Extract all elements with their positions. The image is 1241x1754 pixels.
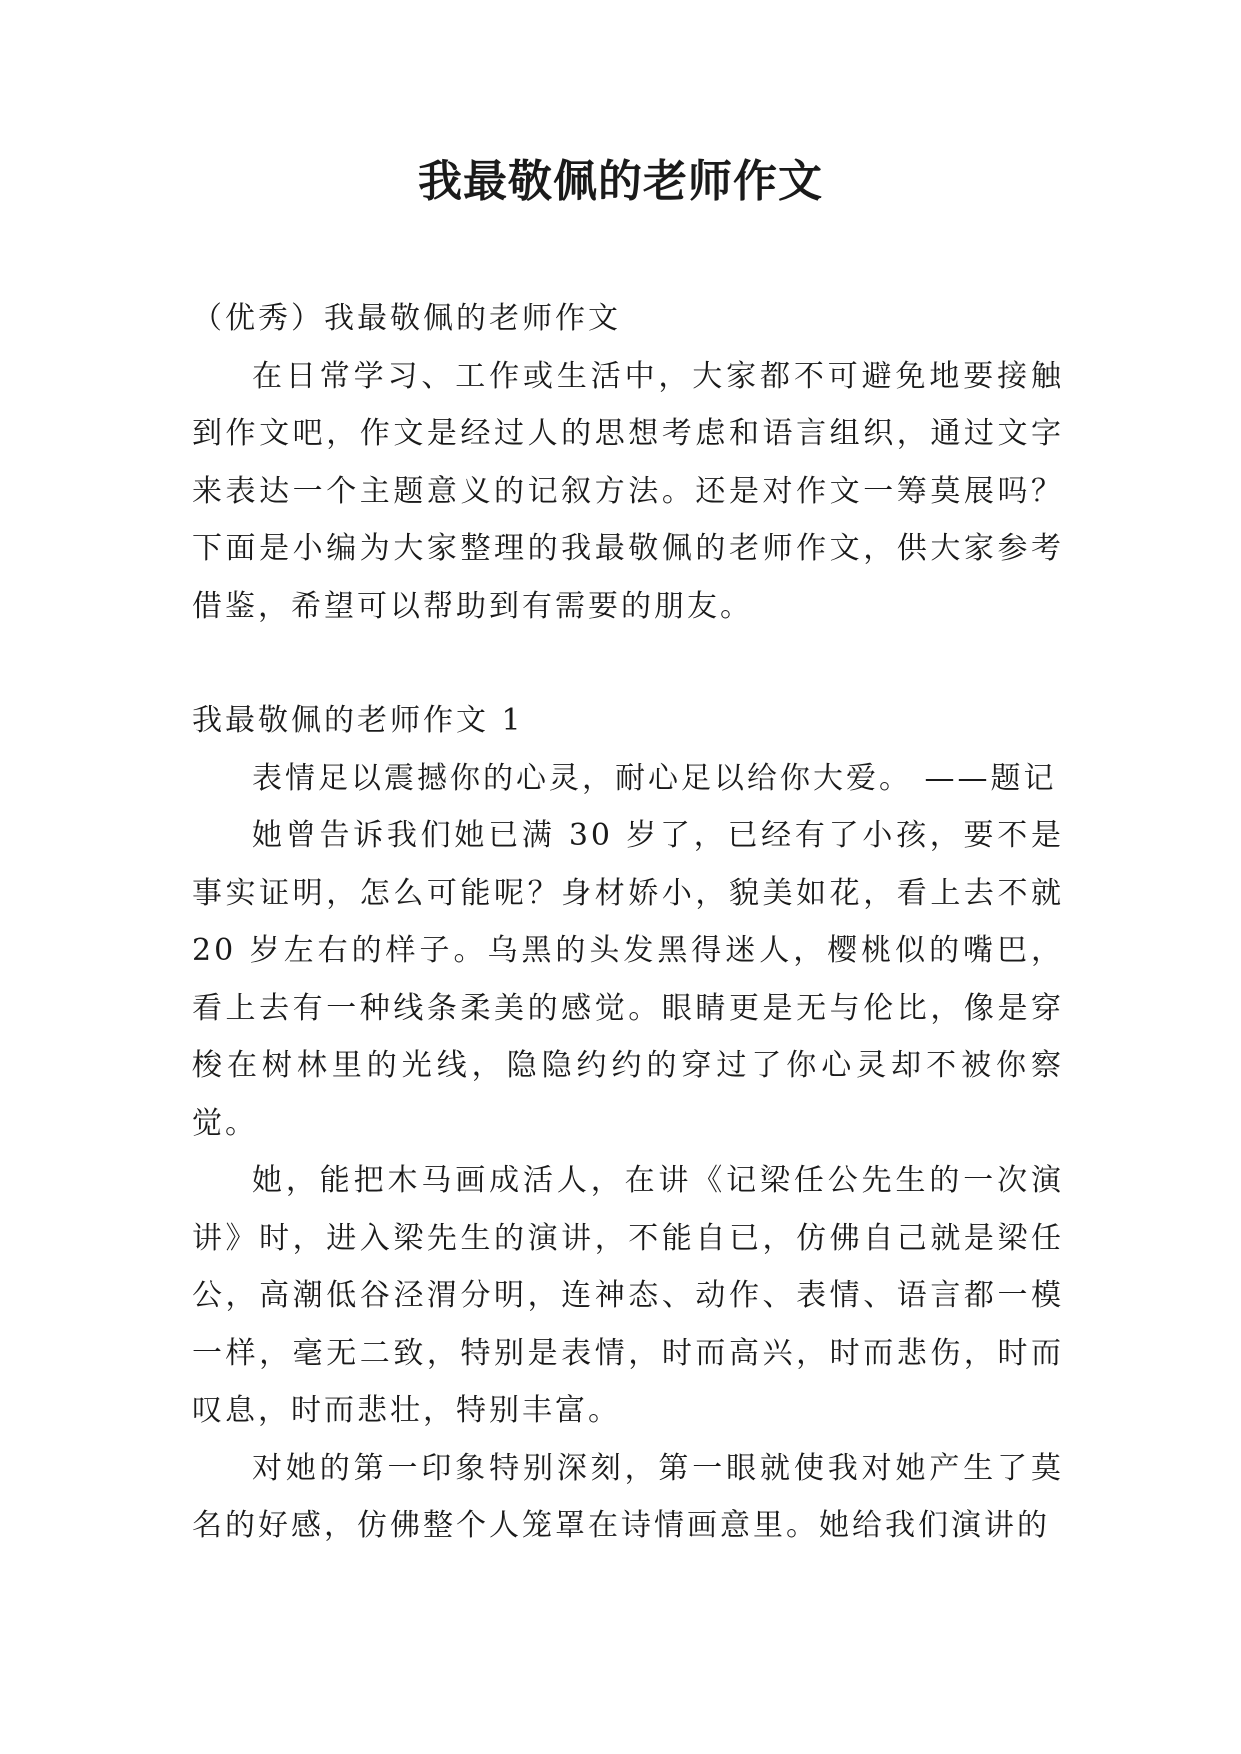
paragraph-epigraph: 表情足以震撼你的心灵，耐心足以给你大爱。 ——题记 — [252, 760, 1057, 796]
paragraph-impression: 对她的第一印象特别深刻，第一眼就使我对她产生了莫名的好感，仿佛整个人笼罩在诗情画意里。她给我们演讲的 — [192, 1450, 1064, 1543]
section-heading: 我最敬佩的老师作文 1 — [192, 703, 524, 738]
document-body — [192, 290, 1064, 1555]
paragraph-appearance: 她曾告诉我们她已满 30 岁了，已经有了小孩，要不是事实证明，怎么可能呢？身材娇小，貌美如花，看上去不就 20 岁左右的样子。乌黑的头发黑得迷人，樱桃似的嘴巴，看上去有一种线条柔美的感觉。眼睛更是无与伦比，像是穿梭在树林里的光线，隐隐约约的穿过了你心灵却不被你察觉。 — [192, 818, 1064, 1141]
paragraph-lecture: 她，能把木马画成活人，在讲《记梁任公先生的一次演讲》时，进入梁先生的演讲，不能自已，仿佛自己就是梁任公，高潮低谷泾渭分明，连神态、动作、表情、语言都一模一样，毫无二致，特别是表情，时而高兴，时而悲伤，时而叹息，时而悲壮，特别丰富。 — [192, 1163, 1064, 1428]
intro-paragraph: 在日常学习、工作或生活中，大家都不可避免地要接触到作文吧，作文是经过人的思想考虑和语言组织，通过文字来表达一个主题意义的记叙方法。还是对作文一筹莫展吗？下面是小编为大家整理的我最敬佩的老师作文，供大家参考借鉴，希望可以帮助到有需要的朋友。 — [192, 358, 1064, 624]
document-subtitle: （优秀）我最敬佩的老师作文 — [192, 301, 621, 336]
document-title: 我最敬佩的老师作文 — [418, 156, 823, 207]
